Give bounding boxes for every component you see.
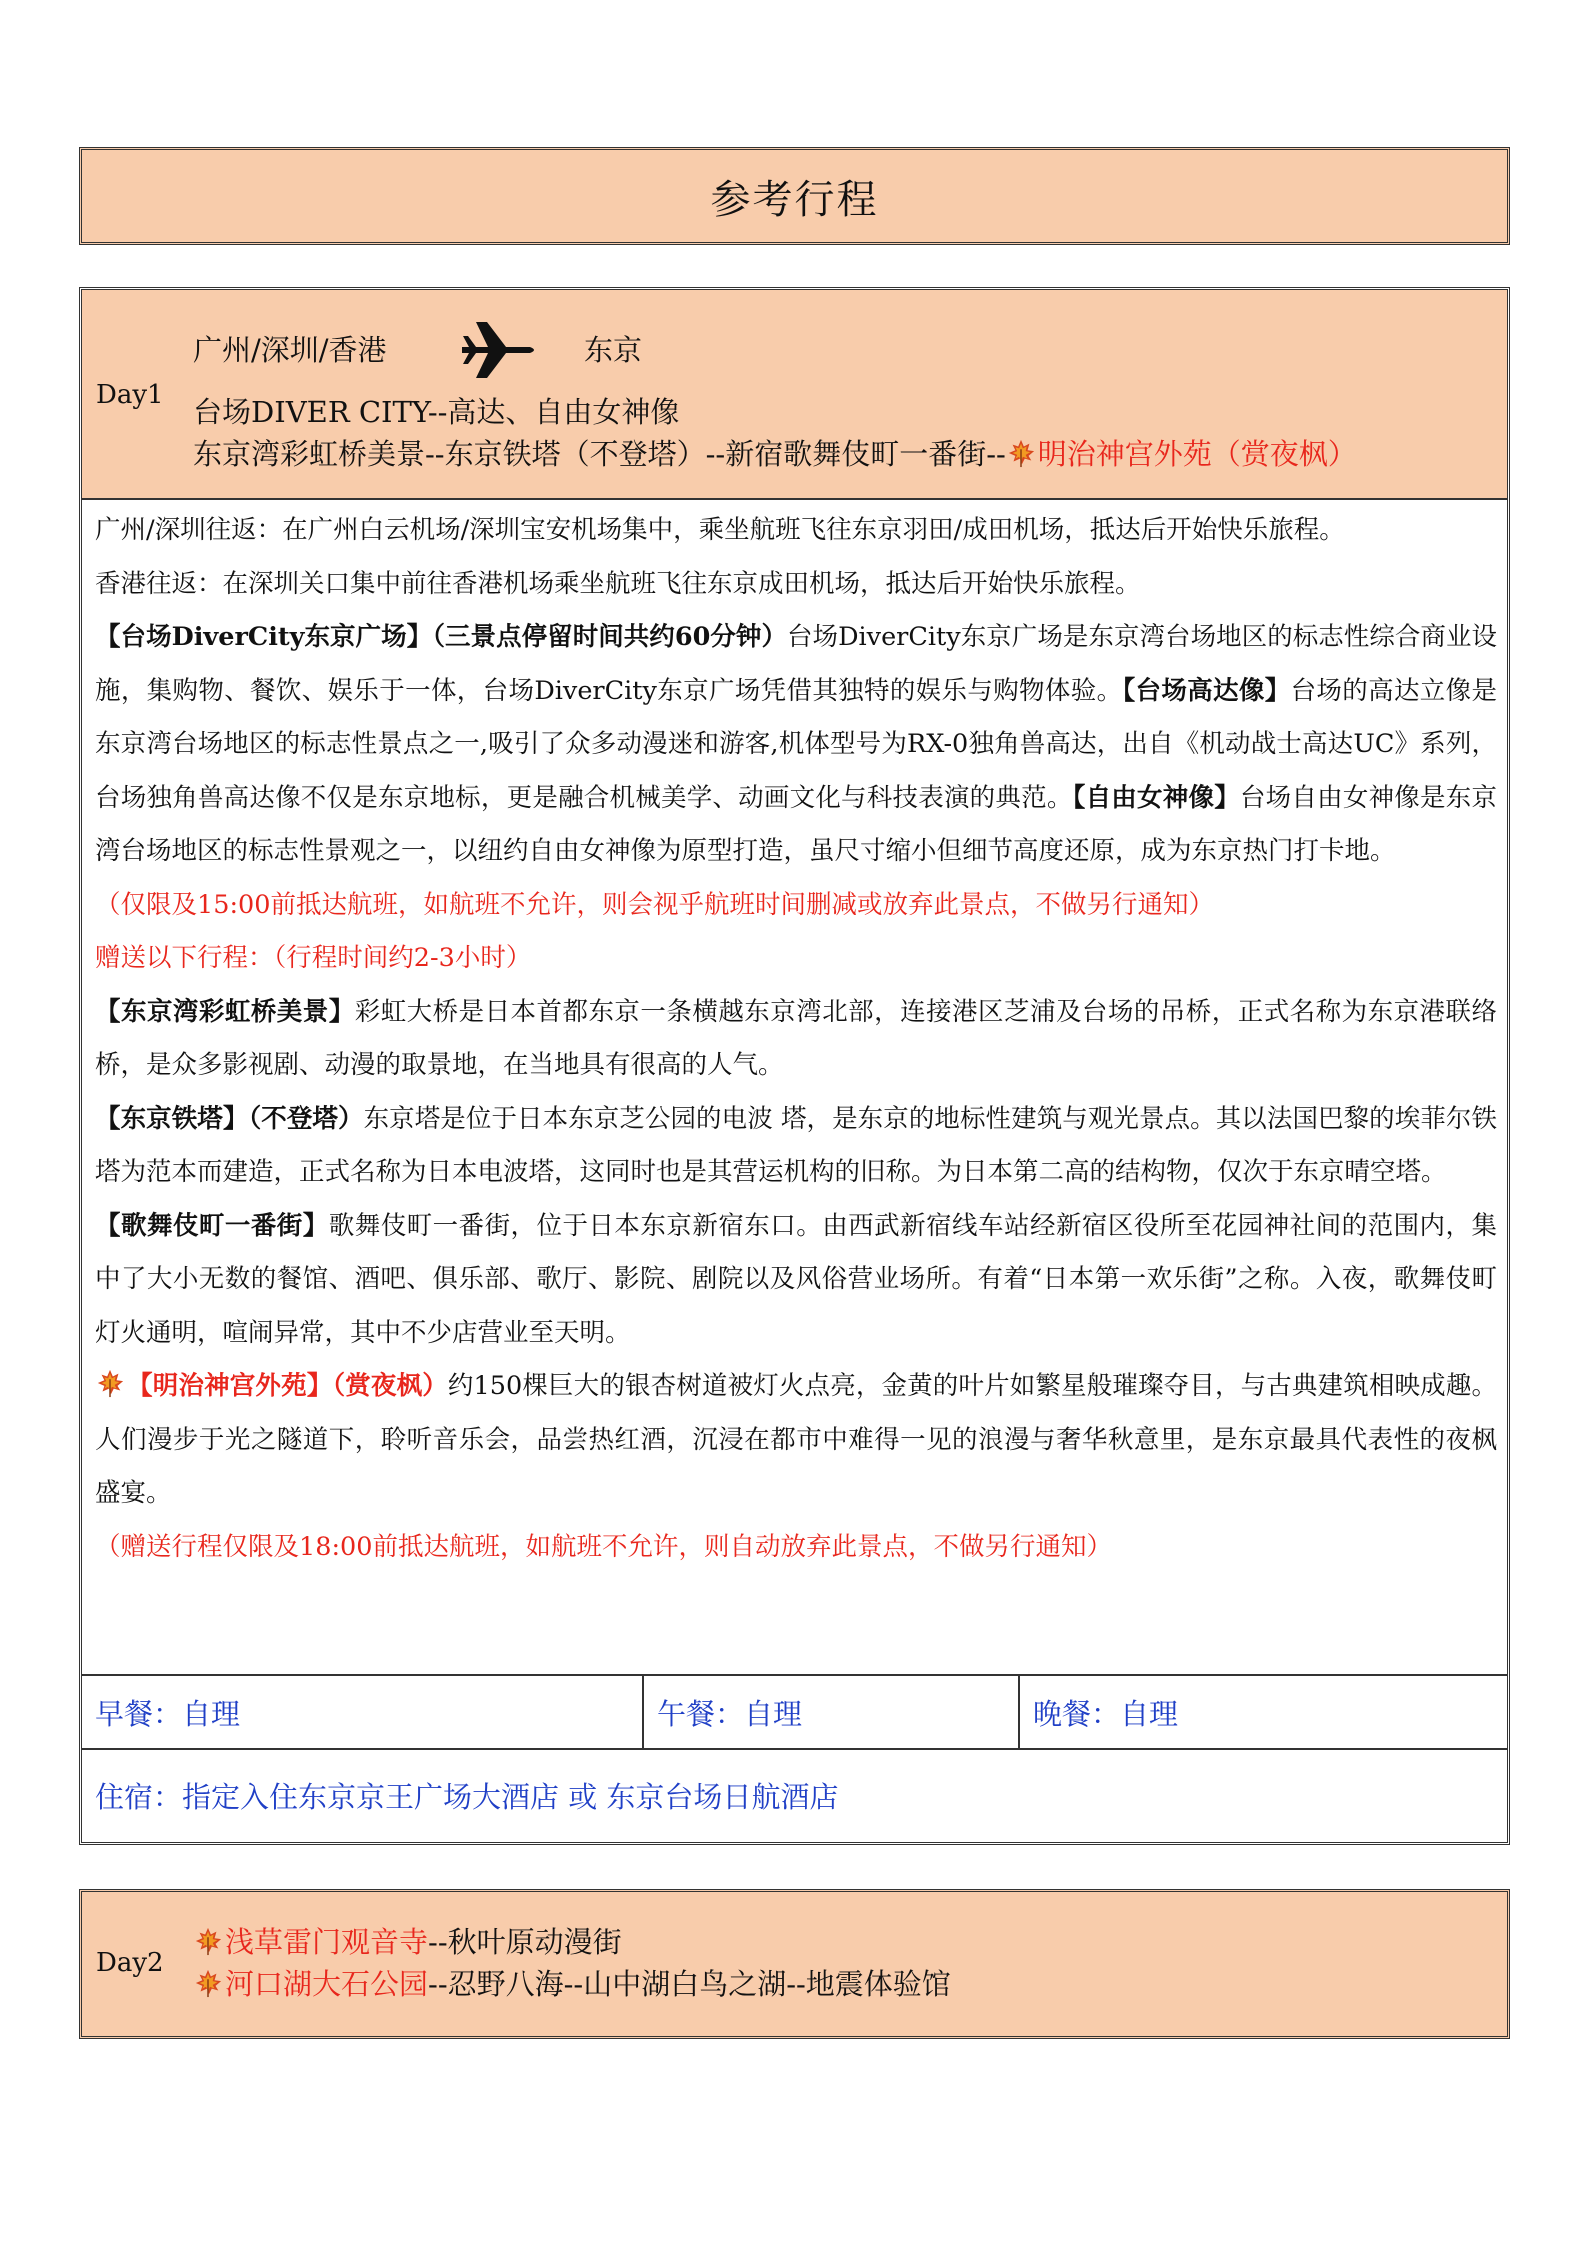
lunch: 午餐：自理	[642, 1676, 1018, 1748]
day2-line2-red: 河口湖大石公园	[225, 1967, 429, 2001]
day1-line3-text: 东京湾彩虹桥美景--东京铁塔（不登塔）--新宿歌舞伎町一番街--	[193, 437, 1006, 471]
day1-description	[82, 500, 1507, 1574]
spot-heading: 【台场高达像】	[1122, 675, 1291, 706]
hotel: 住宿：指定入住东京京王广场大酒店 或 东京台场日航酒店	[95, 1779, 839, 1814]
day1-line3	[193, 432, 1357, 473]
spot-heading: 【歌舞伎町一番街】	[95, 1210, 329, 1241]
maple-leaf-icon	[193, 1968, 223, 1998]
route-from: 广州/深圳/香港	[193, 333, 387, 367]
dinner: 晚餐：自理	[1018, 1676, 1507, 1748]
paragraph	[95, 1200, 1497, 1361]
day1-line3-red: 明治神宫外苑（赏夜枫）	[1037, 437, 1357, 471]
spot-heading: 【东京铁塔】（不登塔）	[95, 1103, 364, 1134]
spot-text: 约150棵巨大的银杏树道被灯火点亮，金黄的叶片如繁星般璀璨夺目，与古典建筑相映成趣。人们漫步于光之隧道下，聆听音乐会，品尝热红酒，沉浸在都市中难得一见的浪漫与奢华秋意里，是东京最具代表性的夜枫盛宴。	[95, 1371, 1497, 1508]
paragraph	[95, 611, 1497, 879]
day2-line1	[193, 1920, 622, 1961]
spot-heading: 【自由女神像】	[1072, 782, 1240, 813]
paragraph: 广州/深圳往返：在广州白云机场/深圳宝安机场集中，乘坐航班飞往东京羽田/成田机场，抵达后开始快乐旅程。	[95, 515, 1345, 545]
spot-text: 东京塔是位于日本东京芝公园的电波 塔，是东京的地标性建筑与观光景点。其以法国巴黎的埃菲尔铁塔为范本而建造，正式名称为日本电波塔，这同时也是其营运机构的旧称。为日本第二高的结构物，仅次于东京晴空塔。	[95, 1103, 1497, 1187]
day2-line1-text: --秋叶原动漫街	[428, 1925, 622, 1959]
day2-line2	[193, 1962, 951, 2003]
day2-section	[79, 1889, 1510, 2039]
gift-note: 赠送以下行程：（行程时间约2-3小时）	[95, 943, 532, 973]
day1-line2: 台场DIVER CITY--高达、自由女神像	[193, 395, 680, 429]
day1-header	[82, 290, 1507, 500]
maple-leaf-icon	[95, 1368, 125, 1398]
day2-line1-red: 浅草雷门观音寺	[225, 1925, 429, 1959]
paragraph	[95, 1093, 1497, 1200]
maple-leaf-icon	[193, 1926, 223, 1956]
day1-section	[79, 287, 1510, 1845]
meals-row	[82, 1674, 1507, 1750]
day-label: Day2	[96, 1948, 164, 1978]
day2-line2-text: --忍野八海--山中湖白鸟之湖--地震体验馆	[428, 1967, 951, 2001]
paragraph	[95, 986, 1497, 1093]
spot-text: 台场DiverCity东京广场是东京湾台场地区的标志性综合商业设施，集购物、餐饮、娱乐于一体，台场DiverCity东京广场凭借其独特的娱乐与购物体验。	[95, 622, 1498, 706]
spot-text: 台场自由女神像是东京湾台场地区的标志性景观之一，以纽约自由女神像为原型打造，虽尺寸缩小但细节高度还原，成为东京热门打卡地。	[95, 782, 1497, 866]
breakfast: 早餐：自理	[95, 1696, 241, 1731]
title-box	[79, 147, 1510, 245]
paragraph: 香港往返：在深圳关口集中前往香港机场乘坐航班飞往东京成田机场，抵达后开始快乐旅程。	[95, 568, 1141, 599]
notice: （仅限及15:00前抵达航班，如航班不允许，则会视乎航班时间删减或放弃此景点，不做另行通知）	[95, 889, 1214, 920]
spot-text: 彩虹大桥是日本首都东京一条横越东京湾北部，连接港区芝浦及台场的吊桥，正式名称为东京港联络桥，是众多影视剧、动漫的取景地，在当地具有很高的人气。	[95, 996, 1497, 1080]
spot-heading: 【明治神宫外苑】（赏夜枫）	[127, 1371, 448, 1401]
airplane-icon	[460, 318, 540, 382]
page-title: 参考行程	[710, 176, 879, 223]
spot-text: 台场的高达立像是东京湾台场地区的标志性景点之一,吸引了众多动漫迷和游客,机体型号为RX-0独角兽高达，出自《机动战士高达UC》系列，台场独角兽高达像不仅是东京地标，更是融合机械美学、动画文化与科技表演的典范。	[95, 675, 1497, 813]
maple-leaf-icon	[1006, 438, 1036, 468]
paragraph	[95, 1360, 1497, 1521]
route-to: 东京	[584, 333, 643, 367]
spot-text: 歌舞伎町一番街，位于日本东京新宿东口。由西武新宿线车站经新宿区役所至花园神社间的范围内，集中了大小无数的餐馆、酒吧、俱乐部、歌厅、影院、剧院以及风俗营业场所。有着“日本第一欢乐街”之称。入夜，歌舞伎町灯火通明，喧闹异常，其中不少店营业至天明。	[95, 1210, 1497, 1348]
spot-heading: 【台场DiverCity东京广场】（三景点停留时间共约60分钟）	[95, 622, 787, 652]
spot-heading: 【东京湾彩虹桥美景】	[95, 996, 355, 1027]
notice: （赠送行程仅限及18:00前抵达航班，如航班不允许，则自动放弃此景点，不做另行通知）	[95, 1531, 1112, 1562]
day-label: Day1	[96, 380, 164, 410]
